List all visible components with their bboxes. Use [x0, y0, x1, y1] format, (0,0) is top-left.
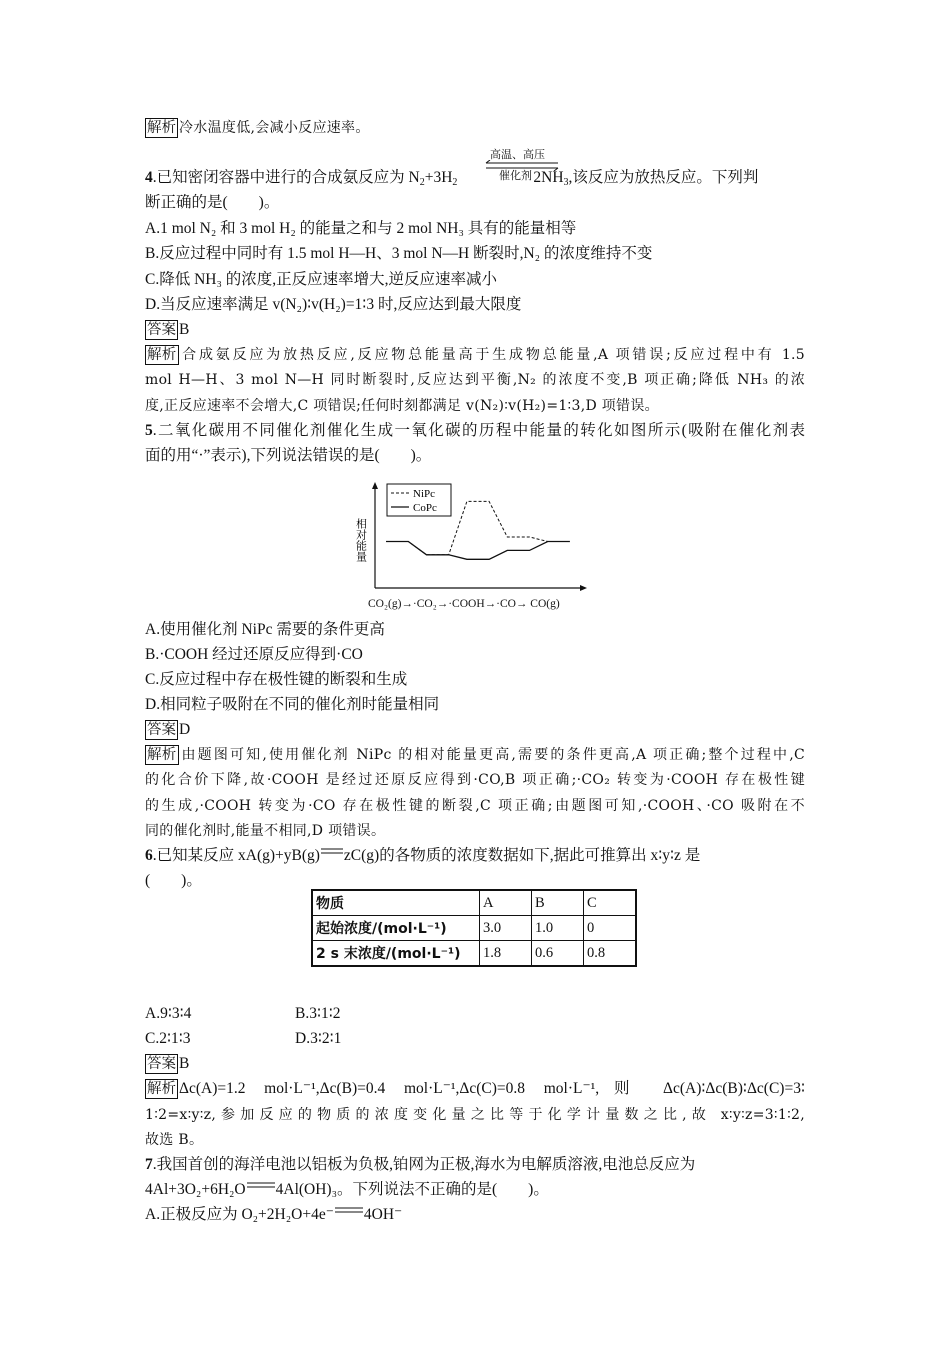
q5-explain-line4: 同的催化剂时,能量不相同,D 项错误。 [145, 823, 386, 839]
table-cell: 1.8 [480, 941, 532, 967]
q5-number: 5 [145, 422, 153, 439]
q4-stem-line2: 断正确的是( )。 [145, 194, 280, 211]
q4-condition-bottom: 催化剂 [499, 169, 532, 182]
equals-arrow-icon [334, 1206, 364, 1216]
q4-explain-line2: mol H—H、3 mol N—H 同时断裂时,反应达到平衡,N₂ 的浓度不变,B 项正确;降低 NH₃ 的浓 [145, 372, 805, 388]
x-axis-label: CO₂(g)→·CO₂→·COOH→·CO→ CO(g) [368, 598, 560, 610]
q7-stem-line2 [145, 1180, 549, 1200]
q6-explain-line2: 1∶2=x∶y∶z,参加反应的物质的浓度变化量之比等于化学计量数之比,故 x∶y∶z=3∶1∶2, [145, 1107, 805, 1123]
q5-option-d: D.相同粒子吸附在不同的催化剂时能量相同 [145, 696, 440, 713]
q4-explain1: 合成氨反应为放热反应,反应物总能量高于生成物总能量,A 项错误;反应过程中有 1.5 [179, 347, 805, 363]
q5-explain-line2: 的化合价下降,故·COOH 是经过还原反应得到·CO,B 项正确;·CO₂ 转变为·COOH 存在极性键 [145, 772, 805, 788]
q4-stem-post-pre: 2NH [533, 169, 564, 186]
q4-option-b: B.反应过程中同时有 1.5 mol H—H、3 mol N—H 断裂时,N₂ 的浓度维持不变 [145, 245, 653, 262]
equals-arrow-icon [246, 1181, 276, 1191]
q6-option-b: B.3∶1∶2 [295, 1005, 341, 1022]
y-axis-label: 相对能量 [355, 518, 368, 562]
answer-tag: 答案 [147, 1056, 176, 1072]
explain-tag: 解析 [147, 1081, 176, 1097]
q4-answer-line [145, 320, 189, 340]
legend-label-nipc: NiPc [413, 488, 435, 500]
table-header-cell: A [480, 890, 532, 916]
equals-arrow-icon [320, 847, 344, 857]
table-cell: 3.0 [480, 916, 532, 941]
q5-answer: D [179, 721, 191, 738]
q7-stem-line1 [145, 1155, 695, 1175]
legend-label-copc: CoPc [413, 502, 437, 514]
q5-answer-line [145, 720, 190, 740]
q6-answer: B [179, 1055, 190, 1072]
explain-tag: 解析 [147, 747, 177, 763]
q6-explain1: Δc(A)=1.2 mol·L⁻¹,Δc(B)=0.4 mol·L⁻¹,Δc(C)=0.8 mol·L⁻¹,则 Δc(A)∶Δc(B)∶Δc(C)=3∶ [179, 1080, 805, 1097]
q4-explain-line1 [145, 345, 805, 365]
q6-option-c: C.2∶1∶3 [145, 1030, 191, 1047]
q7-option-a [145, 1205, 402, 1225]
q6-stem-line2: ( )。 [145, 872, 202, 889]
answer-tag: 答案 [147, 722, 176, 738]
q4-stem-line1: 4.已知密闭容器中进行的合成氨反应为 $N_2+3H_2$ $2NH_3$,该反应为放热反应。下列判 [145, 169, 759, 188]
q4-option-a: A.1 mol N₂ 和 3 mol H₂ 的能量之和与 2 mol NH₃ 具有的能量相等 [145, 220, 577, 237]
table-header-row [312, 890, 636, 916]
q3-explain-line [145, 118, 370, 138]
q4-option-c: C.降低 NH₃ 的浓度,正反应速率增大,逆反应速率减小 [145, 271, 498, 288]
answer-tag: 答案 [147, 322, 176, 338]
q4-condition-top: 高温、高压 [490, 148, 545, 161]
x-axis-arrow-icon [580, 585, 587, 591]
table-header-cell: B [532, 890, 584, 916]
q7-optA-pre: A.正极反应为 O₂+2H₂O+4e⁻ [145, 1206, 334, 1223]
table-header-cell: 物质 [312, 890, 480, 916]
q4-number: 4 [145, 169, 153, 186]
table-cell: 起始浓度/(mol·L⁻¹) [312, 916, 480, 941]
series-line-copc [386, 542, 570, 560]
q5-stem-line2: 面的用“·”表示),下列说法错误的是( )。 [145, 447, 432, 464]
table-cell: 2 s 末浓度/(mol·L⁻¹) [312, 941, 480, 967]
q7-stem1: .我国首创的海洋电池以铝板为负极,铂网为正极,海水为电解质溶液,电池总反应为 [152, 1156, 696, 1173]
q4-stem-mid: +3H [424, 169, 453, 186]
q6-option-d: D.3∶2∶1 [295, 1030, 342, 1047]
q6-stem1: .已知某反应 xA(g)+yB(g) [152, 847, 320, 864]
energy-chart [355, 480, 595, 612]
q4-option-d: D.当反应速率满足 v(N₂)∶v(H₂)=1∶3 时,反应达到最大限度 [145, 296, 522, 313]
q5-option-c: C.反应过程中存在极性键的断裂和生成 [145, 671, 408, 688]
q5-explain1: 由题图可知,使用催化剂 NiPc 的相对能量更高,需要的条件更高,A 项正确;整个过程中,C [179, 747, 805, 763]
q6-option-a: A.9∶3∶4 [145, 1005, 192, 1022]
explain-tag: 解析 [147, 120, 176, 136]
concentration-table [311, 889, 637, 967]
q6-stem1b: zC(g)的各物质的浓度数据如下,据此可推算出 x∶y∶z 是 [343, 847, 701, 864]
q6-answer-line [145, 1054, 189, 1074]
q7-number: 7 [145, 1156, 153, 1173]
q4-answer: B [179, 321, 190, 338]
table-cell: 0.6 [532, 941, 584, 967]
q4-stem-post: ,该反应为放热反应。下列判 [568, 169, 759, 186]
q6-explain-line1 [145, 1079, 805, 1099]
table-cell: 0.8 [584, 941, 637, 967]
table-cell: 0 [584, 916, 637, 941]
q4-stem-pre: .已知密闭容器中进行的合成氨反应为 N [152, 169, 420, 186]
q4-explain-line3: 度,正反应速率不会增大,C 项错误;任何时刻都满足 v(N₂)∶v(H₂)=1∶3,D 项错误。 [145, 398, 659, 414]
table-row [312, 941, 636, 967]
q3-explain-text: 冷水温度低,会减小反应速率。 [179, 120, 370, 136]
q5-option-a: A.使用催化剂 NiPc 需要的条件更高 [145, 621, 385, 638]
q7-stem2b: 4Al(OH)₃。下列说法不正确的是( )。 [275, 1181, 549, 1198]
q5-explain-line1 [145, 745, 805, 765]
q5-explain-line3: 的生成,·COOH 转变为·CO 存在极性键的断裂,C 项正确;由题图可知,·COOH、·CO 吸附在不 [145, 798, 805, 814]
q7-optA-post: 4OH⁻ [363, 1206, 403, 1223]
explain-tag: 解析 [147, 347, 177, 363]
q7-stem2a: 4Al+3O₂+6H₂O [145, 1181, 246, 1198]
table-row [312, 916, 636, 941]
q6-number: 6 [145, 847, 153, 864]
q6-stem-line1 [145, 846, 700, 866]
table-header-cell: C [584, 890, 637, 916]
q5-stem1: .二氧化碳用不同催化剂催化生成一氧化碳的历程中能量的转化如图所示(吸附在催化剂表 [152, 422, 805, 439]
q5-option-b: B.·COOH 经过还原反应得到·CO [145, 646, 363, 663]
q6-explain-line3: 故选 B。 [145, 1132, 204, 1148]
table-cell: 1.0 [532, 916, 584, 941]
q5-stem-line1 [145, 421, 805, 441]
y-axis-arrow-icon [372, 482, 378, 489]
